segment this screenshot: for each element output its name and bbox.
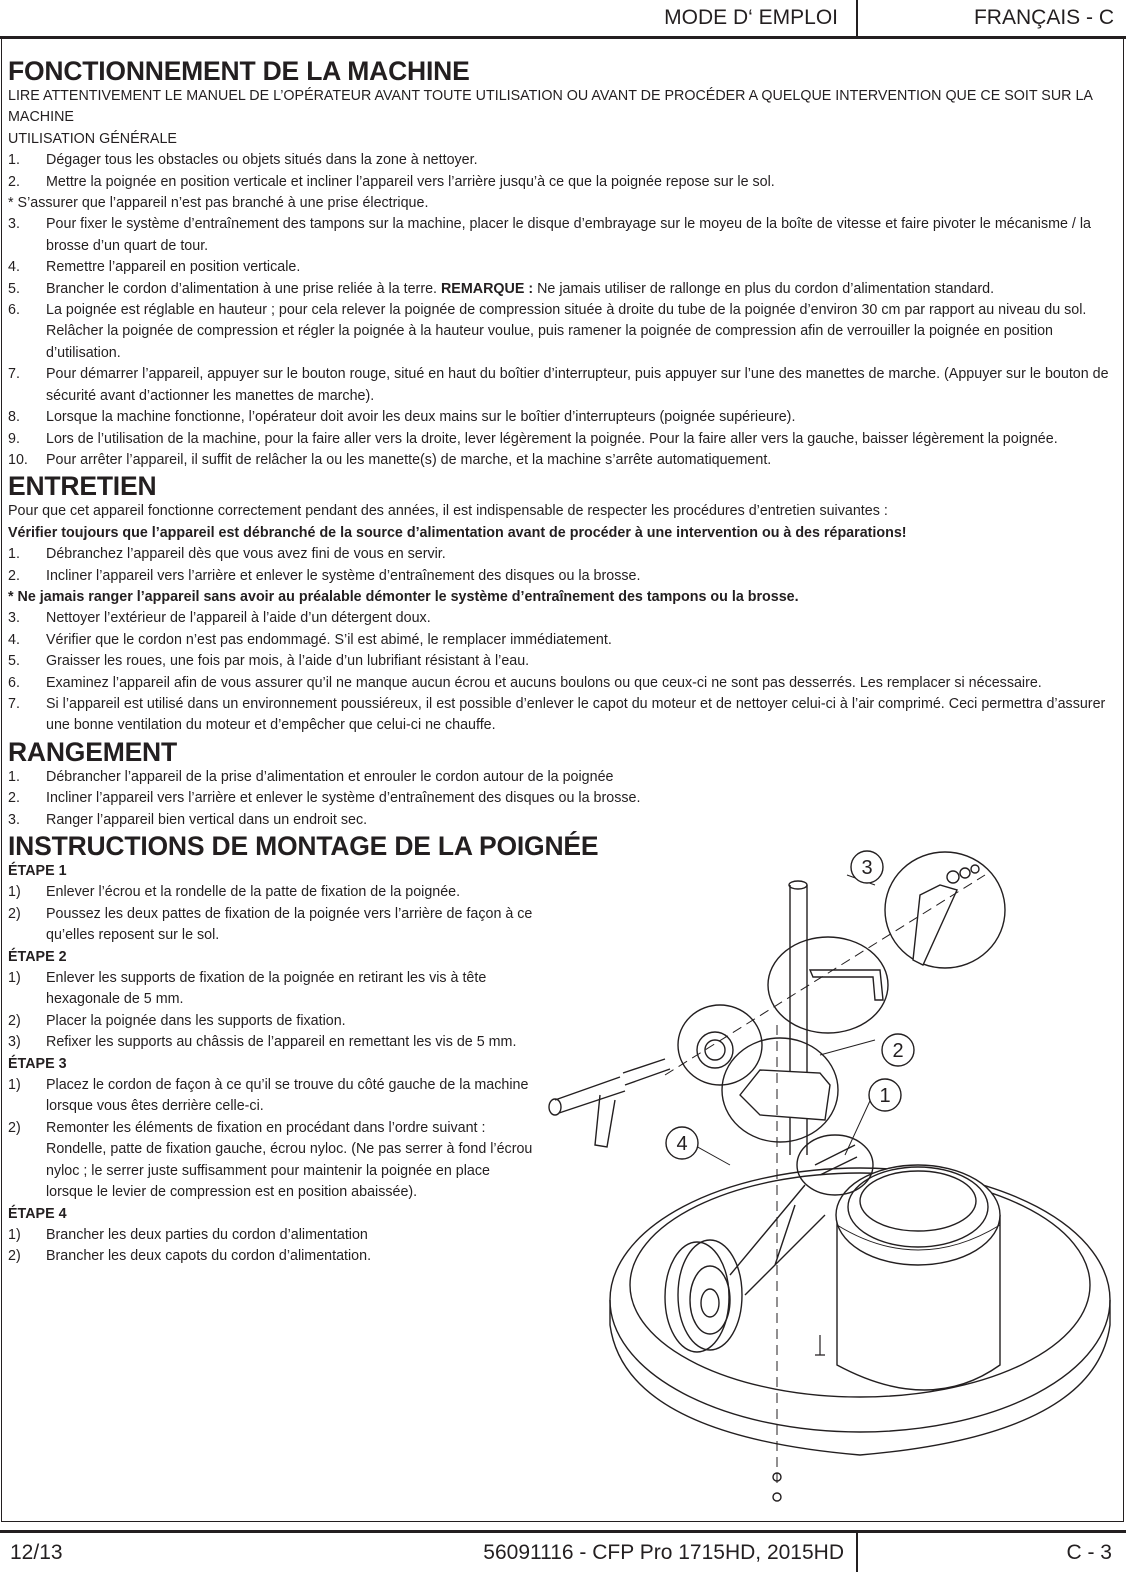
- footer-page-number: C - 3: [1066, 1541, 1112, 1564]
- step-1-list: [8, 882, 538, 946]
- list-item: 5. Graisser les roues, une fois par mois, à l’aide d’un lubrifiant résistant à l’eau.: [8, 653, 530, 670]
- list-item: 1) Placez le cordon de façon à ce qu’il se trouve du côté gauche de la machine lorsque vous êtes derrière celle-ci.: [8, 1077, 529, 1115]
- list-item: 3. Ranger l’appareil bien vertical dans un endroit sec.: [8, 811, 368, 828]
- list-item: 4. Remettre l’appareil en position verticale.: [8, 259, 301, 276]
- operation-list: [8, 150, 1118, 193]
- section-title-storage: RANGEMENT: [8, 736, 177, 767]
- footer-model: 56091116 - CFP Pro 1715HD, 2015HD: [460, 1533, 858, 1572]
- list-item: 1) Brancher les deux parties du cordon d’alimentation: [8, 1226, 368, 1243]
- list-item: 1) Enlever les supports de fixation de la poignée en retirant les vis à tête hexagonale de 5 mm.: [8, 970, 487, 1008]
- operation-note: * S’assurer que l’appareil n’est pas branché à une prise électrique.: [8, 195, 429, 212]
- list-item: 2) Poussez les deux pattes de fixation de la poignée vers l’arrière de façon à ce qu’elles reposent sur le sol.: [8, 905, 533, 944]
- section-title-maintenance: ENTRETIEN: [8, 471, 157, 502]
- list-item: 9. Lors de l’utilisation de la machine, pour la faire aller vers la droite, lever légèrement la poignée. Pour la faire aller vers la gauche, baisser légèrement la poignée.: [8, 430, 1058, 447]
- detail-circle-3: [885, 852, 1005, 968]
- section-title-operation: FONCTIONNEMENT DE LA MACHINE: [8, 56, 470, 86]
- callout-3: 3: [861, 857, 873, 879]
- list-item: 1) Enlever l’écrou et la rondelle de la patte de fixation de la poignée.: [8, 884, 461, 901]
- list-item: 10. Pour arrêter l’appareil, il suffit de relâcher la ou les manette(s) de marche, et la machine s’arrête automatiquement.: [8, 451, 772, 468]
- list-item: 1. Débranchez l’appareil dès que vous avez fini de vous en servir.: [8, 546, 446, 563]
- step-4-list: [8, 1225, 538, 1268]
- callout-2: 2: [892, 1040, 904, 1062]
- list-item: 8. Lorsque la machine fonctionne, l’opérateur doit avoir les deux mains sur le boîtier d’interrupteurs (poignée supérieure).: [8, 409, 796, 426]
- step-2-list: [8, 968, 538, 1054]
- step-1-heading: ÉTAPE 1: [8, 863, 67, 879]
- operation-subtitle: UTILISATION GÉNÉRALE: [8, 130, 177, 147]
- step-2-heading: ÉTAPE 2: [8, 948, 67, 965]
- page-header: [0, 0, 1126, 38]
- maintenance-intro: Pour que cet appareil fonctionne correctement pendant des années, il est indispensable de respecter les procédures d’entretien suivantes :: [8, 503, 888, 520]
- section-title-assembly: INSTRUCTIONS DE MONTAGE DE LA POIGNÉE: [8, 831, 599, 861]
- footer-date: 12/13: [10, 1541, 63, 1564]
- assembly-steps: [8, 861, 538, 1268]
- list-item: 3. Pour fixer le système d’entraînement des tampons sur la machine, placer le disque d’embrayage sur le moyeu de la boîte de vitesse et faire pivoter le mécanisme / la brosse d’un quart de tour.: [8, 216, 1091, 254]
- remark-label: REMARQUE :: [440, 280, 534, 297]
- operation-list-2: [8, 214, 1118, 471]
- operation-intro: LIRE ATTENTIVEMENT LE MANUEL DE L’OPÉRATEUR AVANT TOUTE UTILISATION OU AVANT DE PROCÉDER A QUELQUE INTERVENTION QUE CE SOIT SUR LA MACHINE: [8, 88, 1093, 126]
- header-mode: MODE D‘ EMPLOI: [600, 0, 858, 36]
- list-item: 6. La poignée est réglable en hauteur ; pour cela relever la poignée de compression située à droite du tube de la poignée d’environ 30 cm par rapport au niveau du sol. Relâcher la poignée de compression et régler la poignée à la hauteur voulue, puis ramener la poignée de compression afin de verrouiller la poignée en position d’utilisation.: [8, 302, 1087, 361]
- list-item: 1. Dégager tous les obstacles ou objets situés dans la zone à nettoyer.: [8, 152, 478, 169]
- leader-lines: [685, 875, 875, 1165]
- list-item: 2. Incliner l’appareil vers l’arrière et enlever le système d’entraînement des disques ou la brosse.: [8, 790, 641, 807]
- list-item: 2. Mettre la poignée en position verticale et incliner l’appareil vers l’arrière jusqu’à ce que la poignée repose sur le sol.: [8, 173, 775, 190]
- detail-circle-bracket: [768, 937, 888, 1033]
- list-item: 2) Placer la poignée dans les supports de fixation.: [8, 1012, 346, 1029]
- storage-list: [8, 767, 1118, 831]
- list-item: 3. Nettoyer l’extérieur de l’appareil à l’aide d’un détergent doux.: [8, 610, 431, 627]
- list-item: 3) Refixer les supports au châssis de l’appareil en remettant les vis de 5 mm.: [8, 1034, 517, 1051]
- list-item: 2) Brancher les deux capots du cordon d’alimentation.: [8, 1248, 372, 1265]
- list-item: 2. Incliner l’appareil vers l’arrière et enlever le système d’entraînement des disques ou la brosse.: [8, 567, 641, 584]
- step-3-heading: ÉTAPE 3: [8, 1055, 67, 1072]
- maintenance-list: [8, 544, 1118, 587]
- detail-circle-2: [722, 1038, 838, 1142]
- list-item: 1. Débrancher l’appareil de la prise d’alimentation et enrouler le cordon autour de la poignée: [8, 768, 614, 785]
- callout-4: 4: [676, 1133, 688, 1155]
- step-3-list: [8, 1075, 538, 1203]
- step-4-heading: ÉTAPE 4: [8, 1205, 67, 1222]
- header-language: FRANÇAIS - C: [973, 6, 1114, 29]
- list-item: 4. Vérifier que le cordon n’est pas endommagé. S’il est abimé, le remplacer immédiatement.: [8, 631, 612, 648]
- list-item: 2) Remonter les éléments de fixation en procédant dans l’ordre suivant : Rondelle, patte de fixation gauche, écrou nyloc. (Ne pas serrer à fond l’écrou nyloc ; le serrer juste suffisamment pour maintenir la poignée en place lorsque le levier de compression est en position abaissée).: [8, 1119, 533, 1201]
- list-item: 6. Examinez l’appareil afin de vous assurer qu’il ne manque aucun écrou et aucuns boulons ou que ceux-ci ne sont pas desserrés. Les remplacer si nécessaire.: [8, 674, 1042, 691]
- maintenance-warning: Vérifier toujours que l’appareil est débranché de la source d’alimentation avant de procéder à une intervention ou à des réparations!: [8, 524, 907, 541]
- handle-grip: [549, 1059, 670, 1147]
- callout-1: 1: [879, 1085, 891, 1107]
- list-item: 7. Si l’appareil est utilisé dans un environnement poussiéreux, il est possible d’enlever le capot du moteur et de nettoyer celui-ci à l’air comprimé. Ceci permettra d’assurer une bonne ventilation du moteur et d’empêcher que celui-ci ne chauffe.: [8, 695, 1106, 734]
- maintenance-list-2: [8, 608, 1118, 736]
- list-item: 5. Brancher le cordon d’alimentation à une prise reliée à la terre. REMARQUE : Ne jamais utiliser de rallonge en plus du cordon d’alimentation standard.: [8, 280, 995, 297]
- list-item: 7. Pour démarrer l’appareil, appuyer sur le bouton rouge, situé en haut du boîtier d’interrupteur, puis appuyer sur l’une des manettes de marche. (Appuyer sur le bouton de sécurité avant d’actionner les manettes de marche).: [8, 366, 1109, 404]
- motor-housing: [836, 1165, 1000, 1390]
- maintenance-warning-2: * Ne jamais ranger l’appareil sans avoir au préalable démonter le système d’entraînement des tampons ou la brosse.: [8, 588, 799, 605]
- assembly-diagram: [545, 845, 1115, 1515]
